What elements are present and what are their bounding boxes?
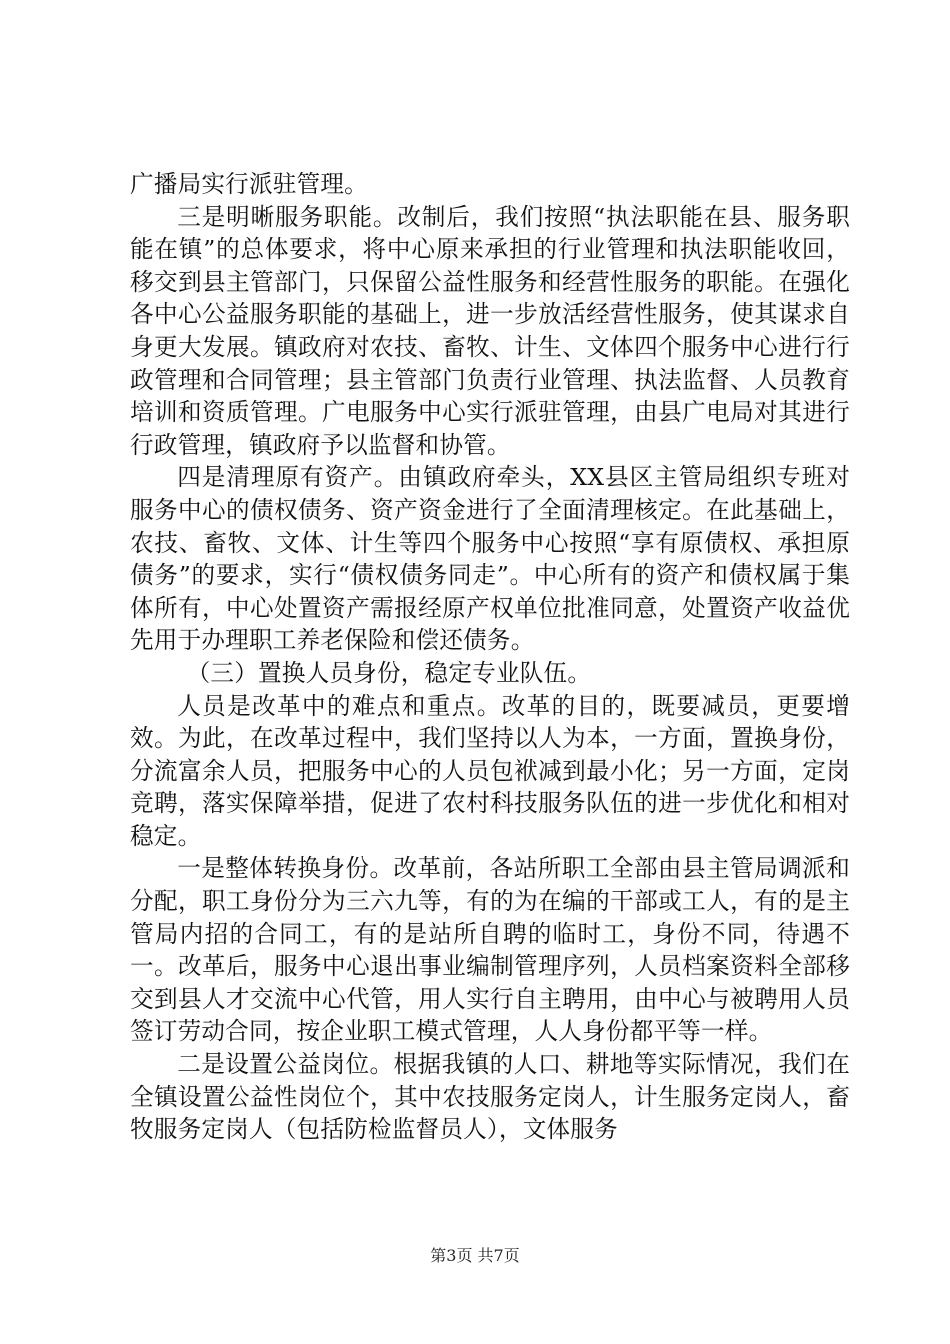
paragraph-public-posts: 二是设置公益岗位。根据我镇的人口、耕地等实际情况，我们在全镇设置公益性岗位个，其中农技服务定岗人，计生服务定岗人，畜牧服务定岗人（包括防检监督员人），文体服务 [130, 1050, 850, 1144]
paragraph-service-functions: 三是明晰服务职能。改制后，我们按照“执法职能在县、服务职能在镇”的总体要求，将中心原来承担的行业管理和执法职能收回，移交到县主管部门，只保留公益性服务和经营性服务的职能。在强化各中心公益服务职能的基础上，进一步放活经营性服务，使其谋求自身更大发展。镇政府对农技、畜牧、计生、文体四个服务中心进行行政管理和合同管理；县主管部门负责行业管理、执法监督、人员教育培训和资质管理。广电服务中心实行派驻管理，由县广电局对其进行行政管理，镇政府予以监督和协管。 [130, 202, 850, 459]
page-number: 第3页 共7页 [430, 1246, 520, 1265]
section-heading-personnel: （三）置换人员身份，稳定专业队伍。 [186, 658, 592, 687]
document-body [130, 168, 850, 1146]
paragraph-personnel-reform: 人员是改革中的难点和重点。改革的目的，既要减员，更要增效。为此，在改革过程中，我们坚持以人为本，一方面，置换身份，分流富余人员，把服务中心的人员包袱减到最小化；另一方面，定岗竞聘，落实保障举措，促进了农村科技服务队伍的进一步优化和相对稳定。 [130, 691, 850, 850]
paragraph-continuation: 广播局实行派驻管理。 [130, 170, 368, 198]
paragraph-asset-cleanup: 四是清理原有资产。由镇政府牵头，XX县区主管局组织专班对服务中心的债权债务、资产资金进行了全面清理核定。在此基础上，农技、畜牧、文体、计生等四个服务中心按照“享有原债权、承担原债务”的要求，实行“债权债务同走”。中心所有的资产和债权属于集体所有，中心处置资产需报经原产权单位批准同意，处置资产收益优先用于办理职工养老保险和偿还债务。 [130, 463, 850, 655]
page-footer [0, 1245, 950, 1267]
paragraph-identity-conversion: 一是整体转换身份。改革前，各站所职工全部由县主管局调派和分配，职工身份分为三六九等，有的为在编的干部或工人，有的是主管局内招的合同工，有的是站所自聘的临时工，身份不同，待遇不一。改革后，服务中心退出事业编制管理序列，人员档案资料全部移交到县人才交流中心代管，用人实行自主聘用，由中心与被聘用人员签订劳动合同，按企业职工模式管理，人人身份都平等一样。 [130, 854, 850, 1046]
